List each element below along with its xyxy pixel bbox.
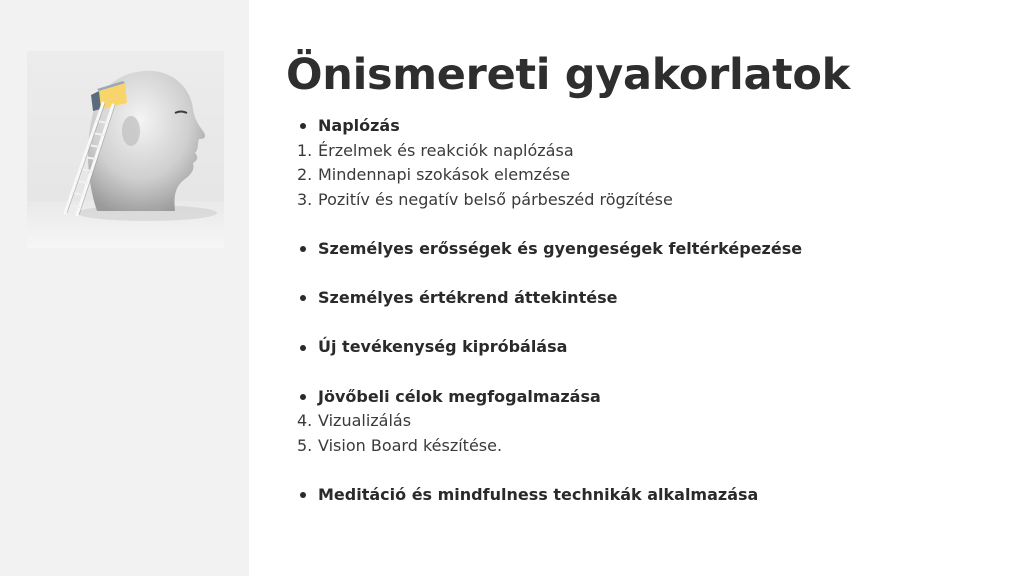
- item-text: Vizualizálás: [318, 411, 412, 431]
- item-text: Vision Board készítése.: [318, 435, 503, 455]
- bullet-label: Jövőbeli célok megfogalmazása: [318, 386, 601, 406]
- item-number: 5.: [297, 435, 313, 455]
- bullet-item: [296, 114, 996, 139]
- bullet-label: Személyes erősségek és gyengeségek feltérképezése: [318, 238, 803, 258]
- numbered-item: [296, 434, 996, 459]
- bullet-item: [296, 286, 996, 311]
- bullet-dot-icon: [300, 394, 306, 400]
- item-number: 3.: [297, 189, 313, 209]
- bullet-dot-icon: [300, 246, 306, 252]
- bullet-item: [296, 335, 996, 360]
- numbered-item: [296, 409, 996, 434]
- bullet-label: Új tevékenység kipróbálása: [318, 337, 568, 357]
- item-number: 2.: [297, 165, 313, 185]
- numbered-item: [296, 139, 996, 164]
- numbered-item: [296, 188, 996, 213]
- bullet-dot-icon: [300, 492, 306, 498]
- left-panel: [0, 0, 249, 576]
- content-list: [296, 114, 996, 508]
- bullet-item: [296, 483, 996, 508]
- bullet-dot-icon: [300, 345, 306, 351]
- bullet-dot-icon: [300, 295, 306, 301]
- head-with-ladder-icon: [27, 51, 224, 248]
- numbered-item: [296, 163, 996, 188]
- bullet-label: Meditáció és mindfulness technikák alkalmazása: [318, 484, 759, 504]
- item-text: Érzelmek és reakciók naplózása: [318, 140, 574, 160]
- bullet-dot-icon: [300, 123, 306, 129]
- item-number: 1.: [297, 140, 313, 160]
- bullet-label: Személyes értékrend áttekintése: [318, 288, 618, 308]
- bullet-item: [296, 237, 996, 262]
- item-text: Pozitív és negatív belső párbeszéd rögzítése: [318, 189, 673, 209]
- head-with-ladder-illustration: [27, 51, 224, 248]
- bullet-label: Naplózás: [318, 116, 400, 135]
- bullet-item: [296, 385, 996, 410]
- item-number: 4.: [297, 411, 313, 431]
- slide-title: Önismereti gyakorlatok: [286, 50, 850, 100]
- item-text: Mindennapi szokások elemzése: [318, 165, 571, 185]
